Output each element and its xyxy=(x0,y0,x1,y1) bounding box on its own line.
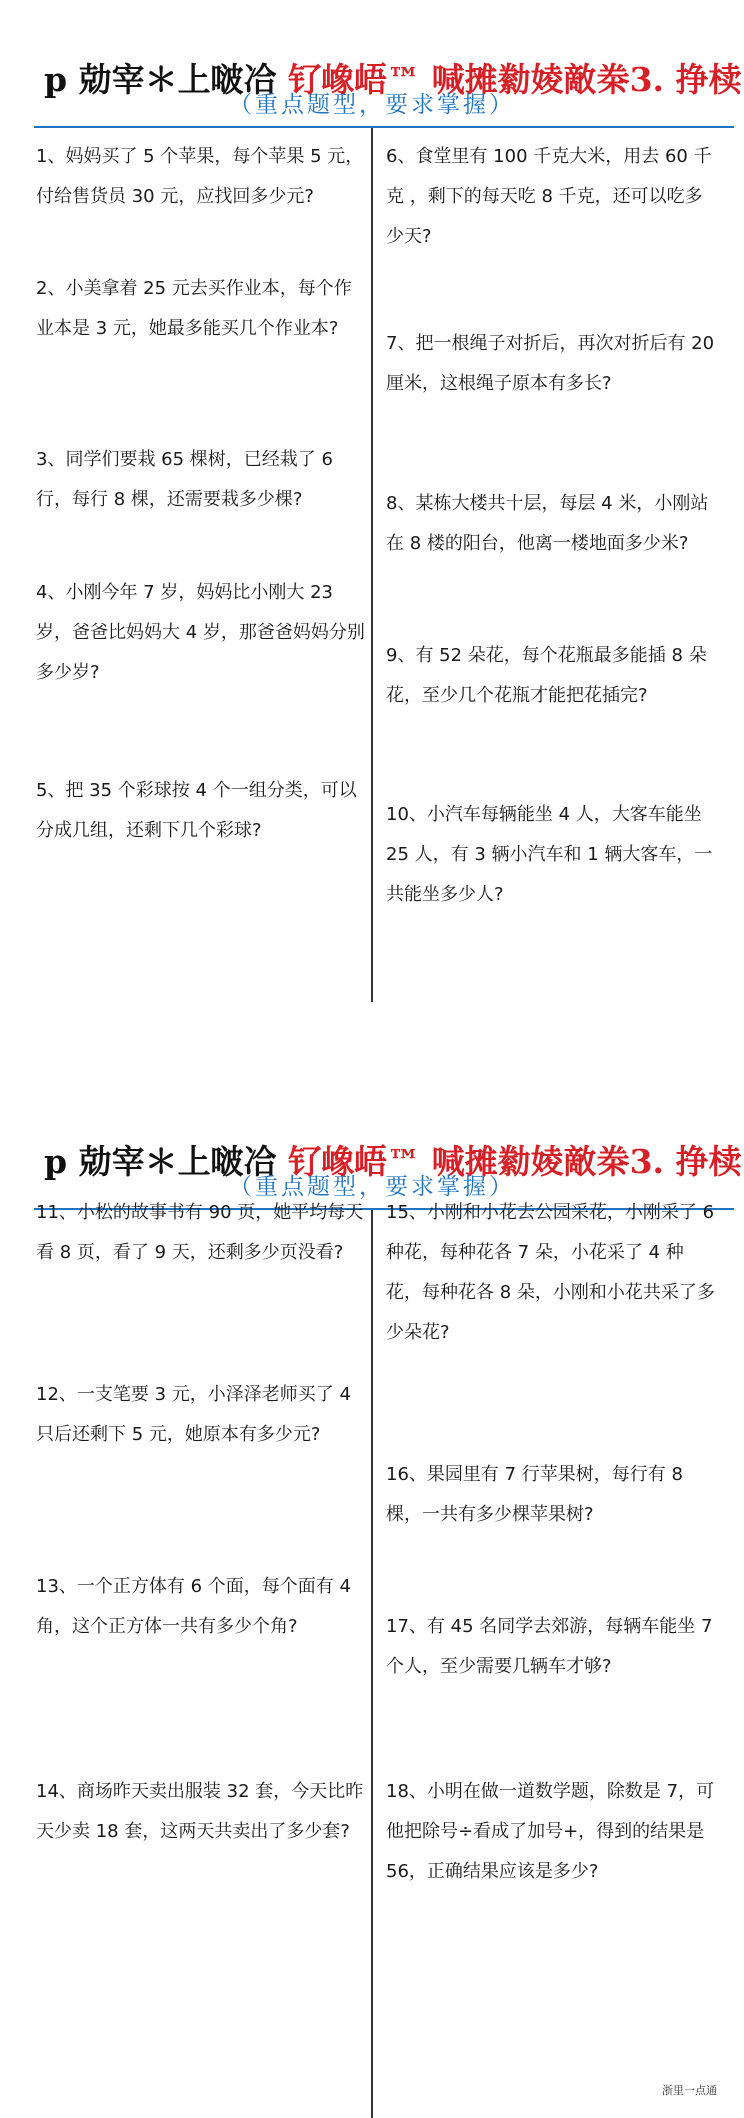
question-16: 16、果园里有 7 行苹果树，每行有 8 棵，一共有多少棵苹果树? xyxy=(386,1464,683,1525)
question-9: 9、有 52 朵花，每个花瓶最多能插 8 朵花，至少几个花瓶才能把花插完? xyxy=(386,645,707,706)
worksheet-subtitle: （重点题型，要求掌握） xyxy=(229,92,515,118)
question-7: 7、把一根绳子对折后，再次对折后有 20 厘米，这根绳子原本有多长? xyxy=(386,333,715,394)
title-garbled-black: p 勀宰＊上啵冾 xyxy=(44,60,277,100)
column-divider xyxy=(371,1210,373,2118)
header-divider xyxy=(34,126,734,128)
question-5: 5、把 35 个彩球按 4 个一组分类，可以分成几组，还剩下几个彩球? xyxy=(36,780,357,841)
question-17: 17、有 45 名同学去郊游，每辆车能坐 7 个人，至少需要几辆车才够? xyxy=(386,1616,713,1677)
question-13: 13、一个正方体有 6 个面，每个面有 4 角，这个正方体一共有多少个角? xyxy=(36,1576,351,1637)
question-11: 11、小松的故事书有 90 页，她平均每天看 8 页，看了 9 天，还剩多少页没看? xyxy=(36,1202,364,1263)
question-18: 18、小明在做一道数学题，除数是 7，可他把除号÷看成了加号+，得到的结果是 56，正确结果应该是多少? xyxy=(386,1781,715,1882)
worksheet-subtitle: （重点题型，要求掌握） xyxy=(229,1174,515,1200)
title-garbled-red: 钌嶑峿™ 喊摊勬婈敵桊3. 挣椟 xyxy=(288,60,742,100)
question-12: 12、一支笔要 3 元，小泽泽老师买了 4 只后还剩下 5 元，她原本有多少元? xyxy=(36,1384,351,1445)
footer-watermark: 浙里一点通 xyxy=(662,2084,717,2097)
question-2: 2、小美拿着 25 元去买作业本，每个作业本是 3 元，她最多能买几个作业本? xyxy=(36,278,352,339)
question-1: 1、妈妈买了 5 个苹果，每个苹果 5 元，付给售货员 30 元，应找回多少元? xyxy=(36,146,364,207)
question-8: 8、某栋大楼共十层，每层 4 米，小刚站在 8 楼的阳台，他离一楼地面多少米? xyxy=(386,493,709,554)
question-6: 6、食堂里有 100 千克大米，用去 60 千克 ，剩下的每天吃 8 千克，还可以吃多少天? xyxy=(386,146,712,247)
column-divider xyxy=(371,128,373,1002)
title-garbled-black: p 勀宰＊上啵冾 xyxy=(44,1142,277,1182)
question-4: 4、小刚今年 7 岁，妈妈比小刚大 23 岁，爸爸比妈妈大 4 岁，那爸爸妈妈分别多少岁? xyxy=(36,582,365,683)
question-14: 14、商场昨天卖出服装 32 套，今天比昨天少卖 18 套，这两天共卖出了多少套? xyxy=(36,1781,364,1842)
title-garbled-red: 钌嶑峿™ 喊摊勬婈敵桊3. 挣椟 xyxy=(288,1142,742,1182)
question-15: 15、小刚和小花去公园采花，小刚采了 6 种花，每种花各 7 朵，小花采了 4 种花，每种花各 8 朵，小刚和小花共采了多少朵花? xyxy=(386,1202,715,1343)
question-10: 10、小汽车每辆能坐 4 人，大客车能坐 25 人，有 3 辆小汽车和 1 辆大客车，一共能坐多少人? xyxy=(386,804,713,905)
question-3: 3、同学们要栽 65 棵树，已经栽了 6 行，每行 8 棵，还需要栽多少棵? xyxy=(36,449,333,510)
